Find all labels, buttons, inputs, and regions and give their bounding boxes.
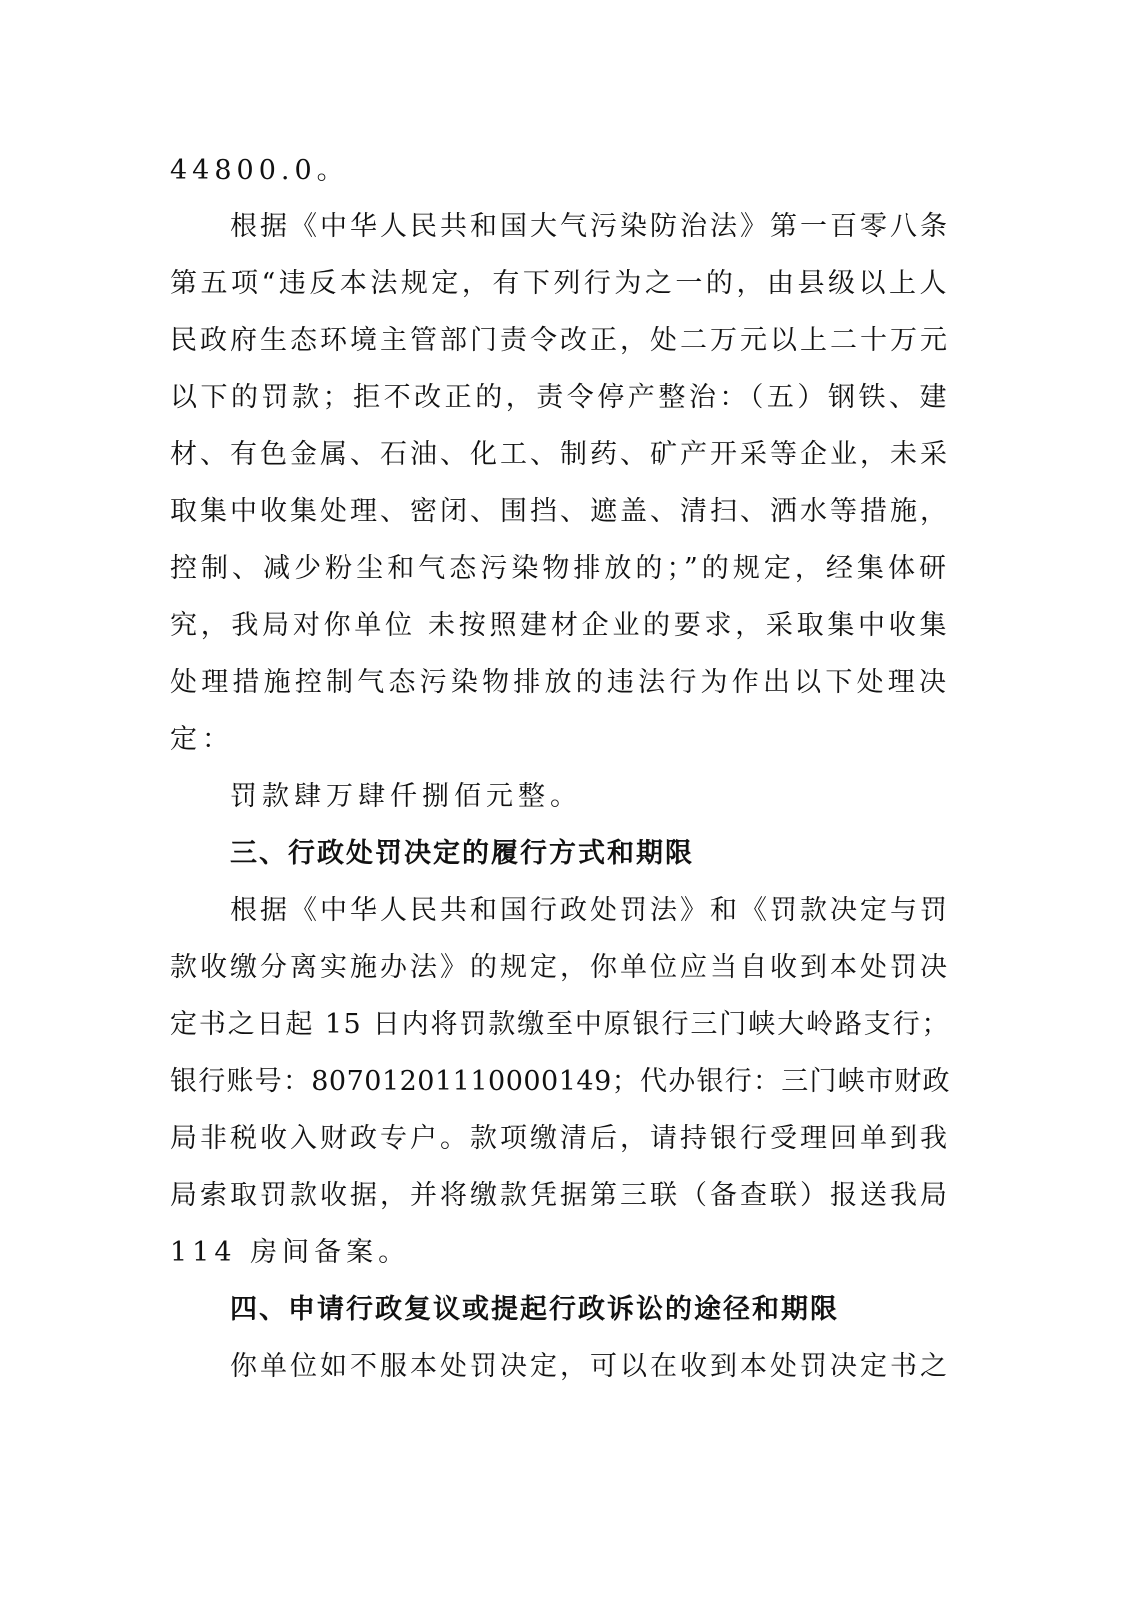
text-line: 款收缴分离实施办法》的规定，你单位应当自收到本处罚决 [170,952,950,983]
text-line: 局索取罚款收据，并将缴款凭据第三联（备查联）报送我局 [170,1180,950,1211]
text-line: 44800.0。 [170,155,349,186]
text-line: 取集中收集处理、密闭、围挡、遮盖、清扫、洒水等措施， [170,496,950,527]
section-heading: 四、申请行政复议或提起行政诉讼的途径和期限 [230,1294,839,1325]
text-line: 第五项“违反本法规定，有下列行为之一的，由县级以上人 [170,268,950,299]
text-line: 定： [170,724,234,755]
text-line: 定书之日起 15 日内将罚款缴至中原银行三门峡大岭路支行； [170,1009,950,1040]
section-heading: 三、行政处罚决定的履行方式和期限 [230,838,694,869]
text-line: 根据《中华人民共和国大气污染防治法》第一百零八条 [230,211,950,242]
text-line: 银行账号：80701201110000149；代办银行：三门峡市财政 [170,1066,950,1097]
text-line: 控制、减少粉尘和气态污染物排放的；”的规定，经集体研 [170,553,950,584]
text-line: 材、有色金属、石油、化工、制药、矿产开采等企业，未采 [170,439,950,470]
text-line: 你单位如不服本处罚决定，可以在收到本处罚决定书之 [230,1351,950,1382]
text-line: 究，我局对你单位 未按照建材企业的要求，采取集中收集 [170,610,950,641]
text-line: 以下的罚款；拒不改正的，责令停产整治：（五）钢铁、建 [170,382,950,413]
text-line: 罚款肆万肆仟捌佰元整。 [230,781,582,812]
text-line: 根据《中华人民共和国行政处罚法》和《罚款决定与罚 [230,895,950,926]
text-line: 处理措施控制气态污染物排放的违法行为作出以下处理决 [170,667,950,698]
text-line: 局非税收入财政专户。款项缴清后，请持银行受理回单到我 [170,1123,950,1154]
text-line: 114 房间备案。 [170,1237,411,1268]
text-line: 民政府生态环境主管部门责令改正，处二万元以上二十万元 [170,325,950,356]
